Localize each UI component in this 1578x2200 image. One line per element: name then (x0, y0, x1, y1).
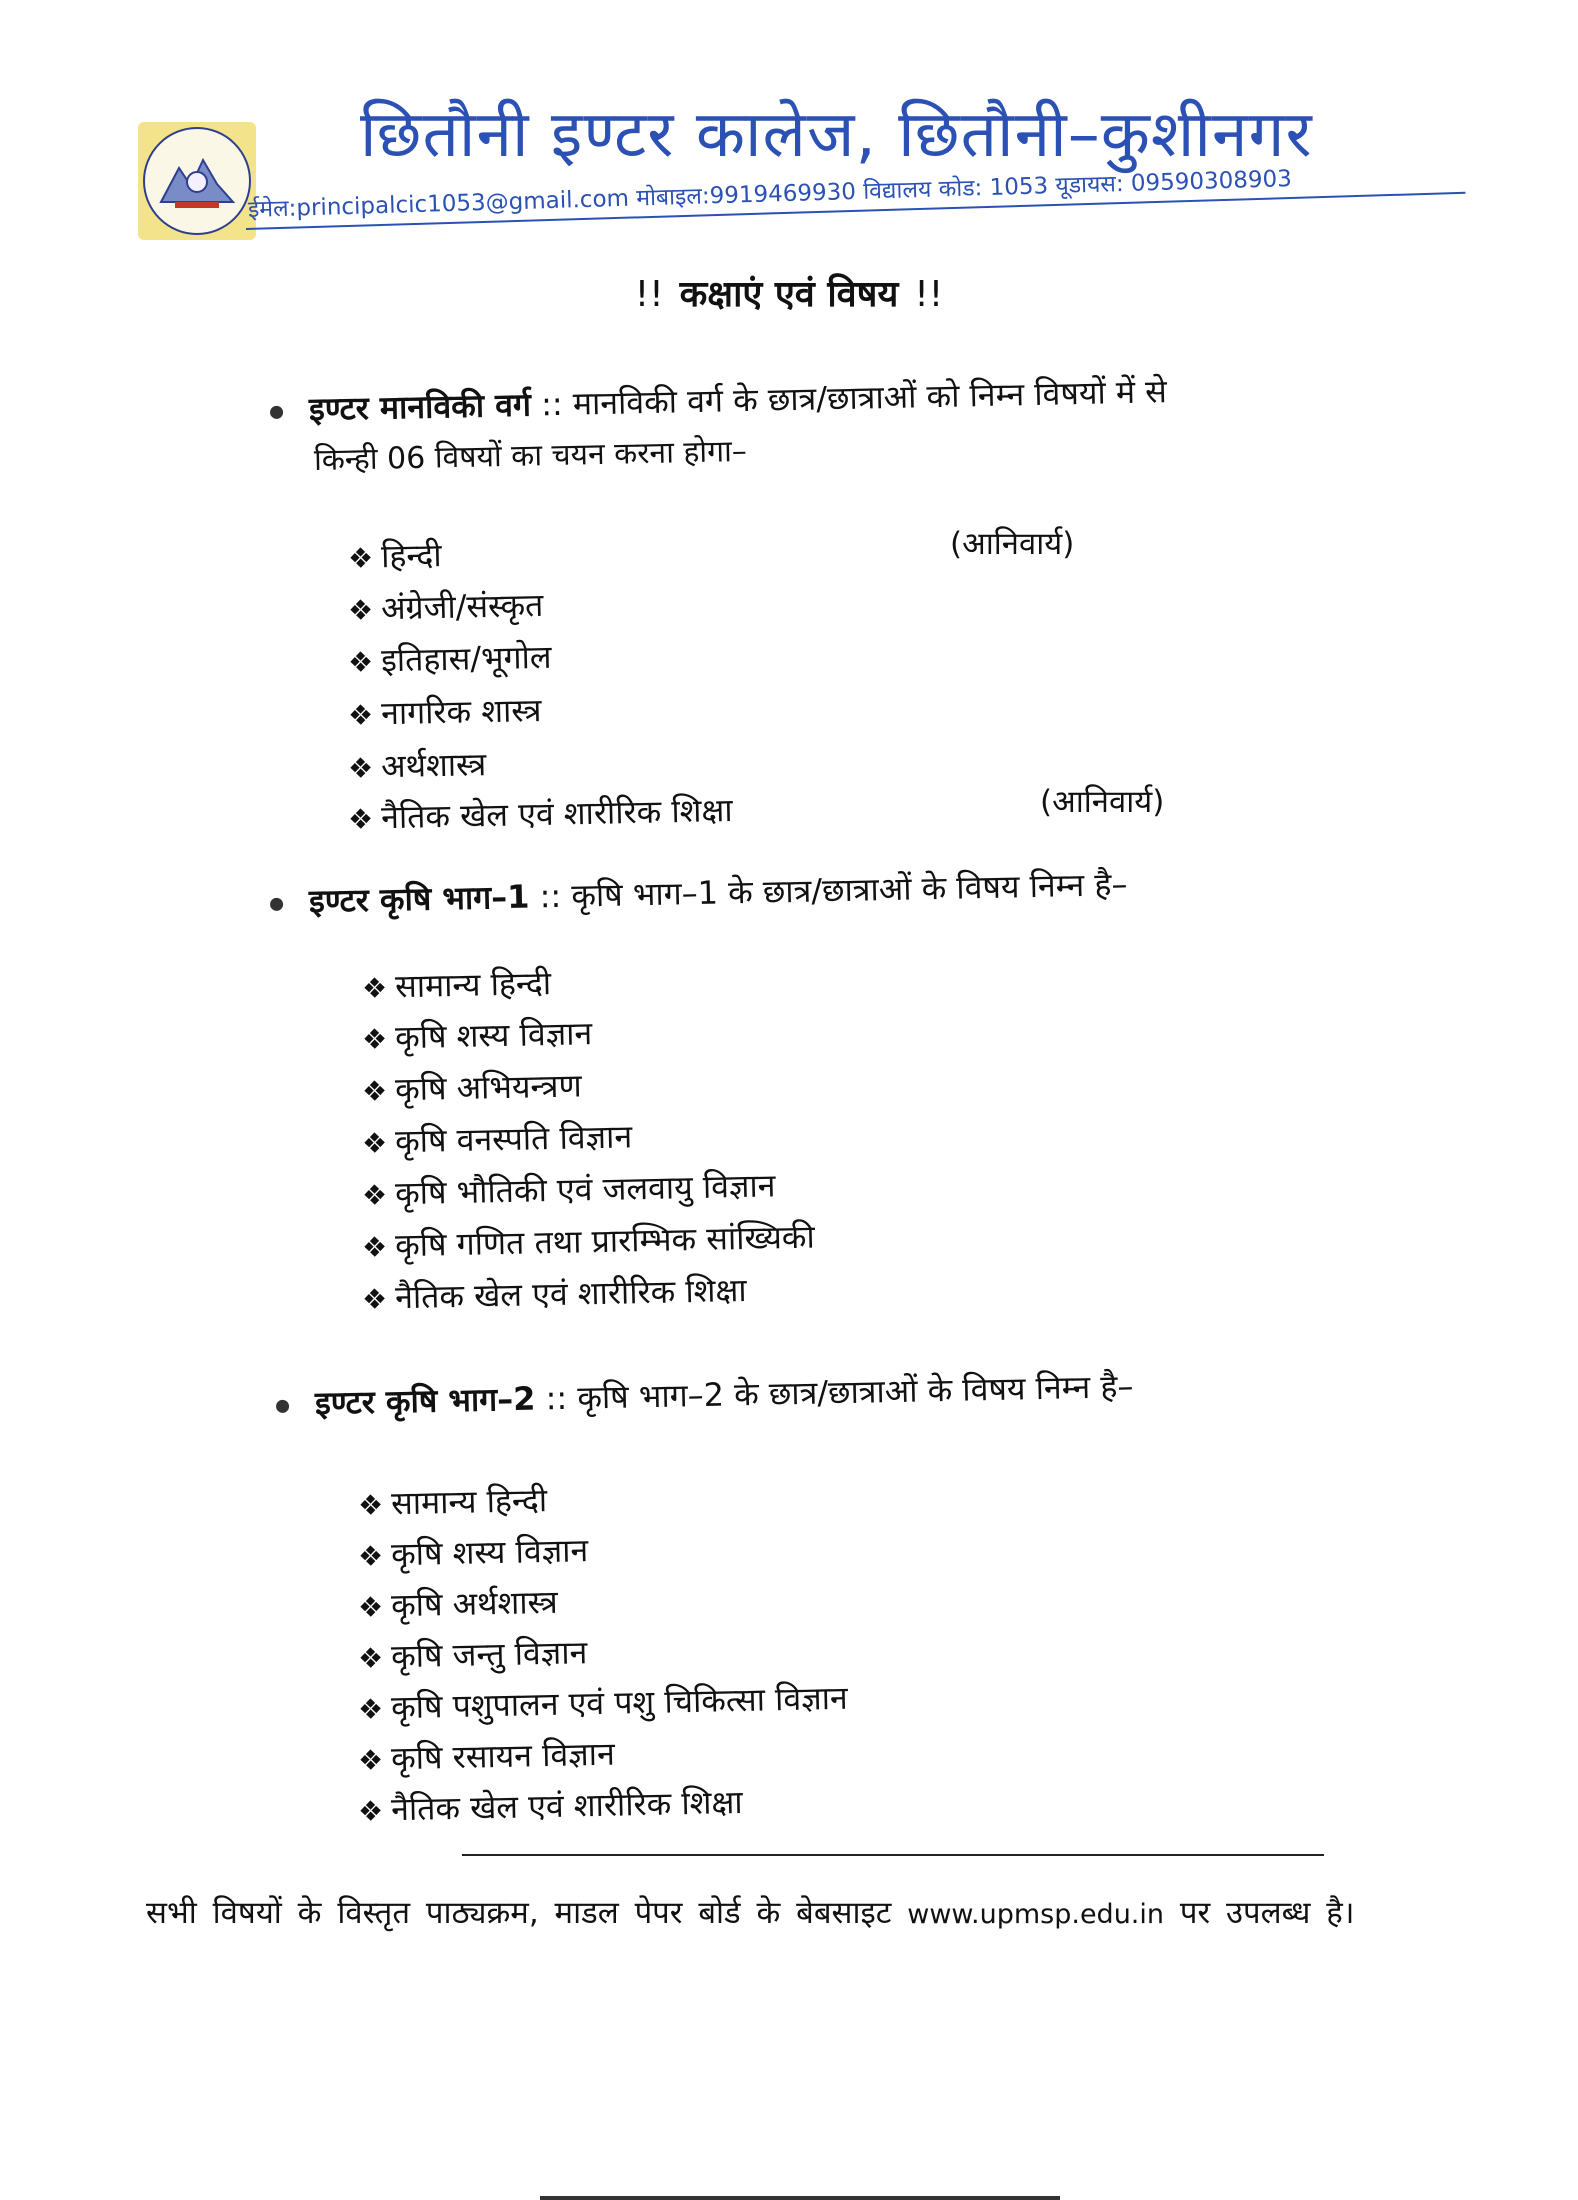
school-emblem-icon (143, 127, 251, 235)
contact-line: ईमेल:principalcic1053@gmail.com मोबाइल:9919469930 विद्यालय कोड: 1053 यूडायस: 09590308903 (247, 166, 1293, 223)
footer-note (146, 1888, 1476, 1940)
section-separator: :: (540, 384, 564, 424)
list-item (362, 1011, 593, 1059)
list-item (348, 533, 442, 578)
section-description: मानविकी वर्ग के छात्र/छात्राओं को निम्न विषयों में से (572, 372, 1168, 423)
compulsory-note: (आनिवार्य) (1040, 784, 1165, 820)
compulsory-note: (आनिवार्य) (950, 526, 1075, 562)
four-diamond-icon: ❖ (347, 802, 374, 836)
list-item-label: कृषि भौतिकी एवं जलवायु विज्ञान (394, 1166, 776, 1213)
section-title: इण्टर कृषि भाग–2 (314, 1379, 536, 1423)
four-diamond-icon: ❖ (357, 1590, 384, 1624)
scan-edge-mark (540, 2196, 1060, 2200)
list-item-label: हिन्दी (380, 536, 442, 576)
list-item (348, 688, 542, 735)
section-humanities-heading (270, 369, 1168, 431)
bullet-dot-icon (270, 405, 283, 418)
section-description: कृषि भाग–2 के छात्र/छात्राओं के विषय निम्न है– (576, 1367, 1134, 1417)
list-item (362, 961, 552, 1008)
heading-close-marks: !! (914, 274, 944, 315)
list-item (348, 788, 734, 839)
list-item-label: नैतिक खेल एवं शारीरिक शिक्षा (390, 1782, 744, 1829)
list-item (358, 1580, 559, 1627)
bullet-dot-icon (276, 1399, 289, 1412)
section-agri-1-heading (270, 862, 1128, 923)
list-item-label: कृषि अर्थशास्त्र (390, 1582, 559, 1625)
list-item (348, 742, 487, 788)
list-item-label: कृषि शस्य विज्ञान (394, 1014, 593, 1057)
four-diamond-icon: ❖ (361, 1022, 388, 1056)
list-item (348, 635, 552, 682)
four-diamond-icon: ❖ (361, 1230, 388, 1264)
school-name: छितौनी इण्टर कालेज, छितौनी–कुशीनगर (360, 98, 1313, 172)
footer-text-before: सभी विषयों के विस्तृत पाठ्यक्रम, माडल पेपर बोर्ड के बेबसाइट (146, 1895, 892, 1931)
list-item-label: सामान्य हिन्दी (390, 1481, 548, 1523)
list-item (362, 1268, 748, 1319)
list-item-label: अंग्रेजी/संस्कृत (380, 585, 544, 628)
list-item-label: कृषि रसायन विज्ञान (390, 1734, 616, 1778)
four-diamond-icon: ❖ (357, 1488, 384, 1522)
school-logo (138, 122, 256, 240)
list-item-label: नैतिक खेल एवं शारीरिक शिक्षा (380, 790, 734, 837)
list-item (358, 1676, 849, 1729)
list-item (358, 1732, 616, 1780)
section-title: इण्टर कृषि भाग–1 (308, 877, 530, 921)
list-item (362, 1215, 816, 1267)
section-description: कृषि भाग–1 के छात्र/छात्राओं के विषय निम्न है– (570, 865, 1128, 915)
four-diamond-icon: ❖ (361, 971, 388, 1005)
list-item-label: इतिहास/भूगोल (380, 637, 552, 680)
section-separator: :: (545, 1378, 568, 1418)
list-item (358, 1528, 589, 1576)
four-diamond-icon: ❖ (361, 1282, 388, 1316)
section-description-continued: किन्ही 06 विषयों का चयन करना होगा– (313, 433, 748, 478)
list-item-label: सामान्य हिन्दी (394, 964, 552, 1006)
four-diamond-icon: ❖ (361, 1178, 388, 1212)
section-agri-2-heading (276, 1364, 1134, 1425)
list-item-label: नैतिक खेल एवं शारीरिक शिक्षा (394, 1270, 748, 1317)
list-item-label: अर्थशास्त्र (380, 745, 487, 786)
list-item (358, 1630, 588, 1678)
footer-website-link[interactable]: www.upmsp.edu.in (907, 1899, 1165, 1930)
section-separator: :: (539, 876, 562, 916)
list-item-label: कृषि जन्तु विज्ञान (390, 1633, 588, 1676)
heading-open-marks: !! (634, 274, 664, 315)
four-diamond-icon: ❖ (347, 645, 374, 679)
list-item-label: कृषि पशुपालन एवं पशु चिकित्सा विज्ञान (390, 1678, 849, 1727)
list-item-label: कृषि वनस्पति विज्ञान (394, 1117, 633, 1161)
footer-text-after: पर उपलब्ध है। (1179, 1895, 1355, 1931)
list-item (358, 1478, 548, 1525)
four-diamond-icon: ❖ (357, 1641, 384, 1675)
four-diamond-icon: ❖ (357, 1692, 384, 1726)
section-divider (462, 1854, 1324, 1856)
four-diamond-icon: ❖ (361, 1126, 388, 1160)
page-heading (0, 268, 1578, 317)
list-item (358, 1780, 744, 1831)
four-diamond-icon: ❖ (357, 1743, 384, 1777)
list-item-label: कृषि अभियन्त्रण (394, 1066, 583, 1109)
list-item (362, 1063, 582, 1111)
four-diamond-icon: ❖ (361, 1074, 388, 1108)
four-diamond-icon: ❖ (347, 541, 374, 575)
list-item-label: नागरिक शास्त्र (380, 690, 542, 733)
list-item (362, 1114, 633, 1163)
four-diamond-icon: ❖ (357, 1794, 384, 1828)
four-diamond-icon: ❖ (347, 751, 374, 785)
list-item (348, 583, 544, 630)
section-title: इण्टर मानविकी वर्ग (308, 385, 532, 429)
four-diamond-icon: ❖ (347, 593, 374, 627)
bullet-dot-icon (270, 897, 283, 910)
four-diamond-icon: ❖ (357, 1539, 384, 1573)
list-item-label: कृषि शस्य विज्ञान (390, 1531, 589, 1574)
list-item (362, 1163, 776, 1215)
four-diamond-icon: ❖ (347, 698, 374, 732)
heading-text: कक्षाएं एवं विषय (679, 274, 899, 315)
list-item-label: कृषि गणित तथा प्रारम्भिक सांख्यिकी (394, 1217, 816, 1265)
